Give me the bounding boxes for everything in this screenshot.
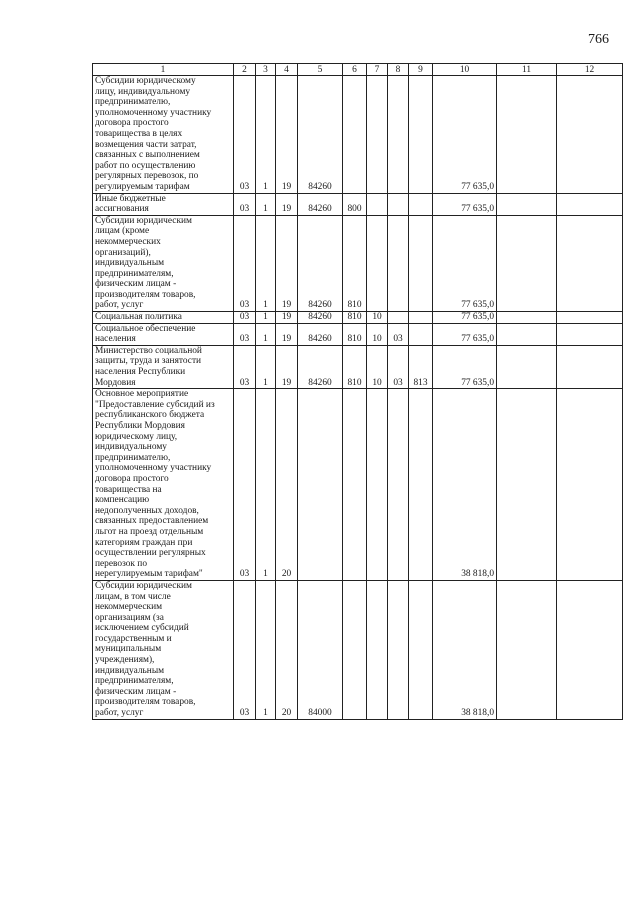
table-row — [93, 312, 623, 324]
cell-col-9 — [409, 323, 433, 345]
cell-col-7 — [367, 580, 388, 719]
cell-col-4: 19 — [276, 193, 298, 215]
cell-col-8 — [388, 389, 409, 581]
cell-col-12 — [557, 345, 623, 388]
header-col-9: 9 — [409, 64, 433, 76]
cell-col-5: 84260 — [298, 323, 343, 345]
table-header-row — [93, 64, 623, 76]
cell-col-4: 20 — [276, 389, 298, 581]
row-name-cell: Основное мероприятие "Предоставление субсидий из республиканского бюджета Республики Мордовия юридическому лицу, индивидуальному предпринимателю, уполномоченному участнику договора простого товарищества на компенсацию недополученных доходов, связанных предоставлением льгот на проезд отдельным категориям граждан при осуществлении регулярных перевозок по нерегулируемым тарифам" — [93, 389, 234, 581]
cell-col-7 — [367, 193, 388, 215]
header-col-12: 12 — [557, 64, 623, 76]
cell-col-3: 1 — [256, 215, 276, 311]
cell-col-9 — [409, 193, 433, 215]
cell-col-4: 20 — [276, 580, 298, 719]
cell-col-9 — [409, 580, 433, 719]
cell-col-8 — [388, 76, 409, 194]
cell-col-12 — [557, 193, 623, 215]
cell-col-2: 03 — [234, 323, 256, 345]
cell-col-5: 84260 — [298, 215, 343, 311]
table-row — [93, 345, 623, 388]
cell-col-3: 1 — [256, 76, 276, 194]
cell-col-10: 77 635,0 — [433, 215, 497, 311]
row-name-cell: Иные бюджетные ассигнования — [93, 193, 234, 215]
cell-col-11 — [497, 193, 557, 215]
cell-col-3: 1 — [256, 193, 276, 215]
cell-col-3: 1 — [256, 312, 276, 324]
header-col-7: 7 — [367, 64, 388, 76]
cell-col-4: 19 — [276, 323, 298, 345]
cell-col-10: 38 818,0 — [433, 389, 497, 581]
cell-col-3: 1 — [256, 580, 276, 719]
header-col-8: 8 — [388, 64, 409, 76]
cell-col-3: 1 — [256, 389, 276, 581]
cell-col-2: 03 — [234, 193, 256, 215]
table-row — [93, 580, 623, 719]
cell-col-12 — [557, 312, 623, 324]
header-col-3: 3 — [256, 64, 276, 76]
cell-col-6 — [343, 580, 367, 719]
cell-col-2: 03 — [234, 215, 256, 311]
budget-table — [92, 63, 623, 720]
cell-col-10: 38 818,0 — [433, 580, 497, 719]
header-col-4: 4 — [276, 64, 298, 76]
cell-col-2: 03 — [234, 312, 256, 324]
cell-col-8 — [388, 193, 409, 215]
cell-col-6 — [343, 389, 367, 581]
cell-col-8 — [388, 580, 409, 719]
cell-col-11 — [497, 580, 557, 719]
cell-col-8: 03 — [388, 345, 409, 388]
cell-col-9 — [409, 215, 433, 311]
cell-col-10: 77 635,0 — [433, 76, 497, 194]
cell-col-2: 03 — [234, 389, 256, 581]
cell-col-5: 84260 — [298, 312, 343, 324]
cell-col-4: 19 — [276, 215, 298, 311]
cell-col-10: 77 635,0 — [433, 312, 497, 324]
cell-col-3: 1 — [256, 323, 276, 345]
cell-col-2: 03 — [234, 345, 256, 388]
cell-col-8 — [388, 312, 409, 324]
header-col-6: 6 — [343, 64, 367, 76]
cell-col-5: 84260 — [298, 76, 343, 194]
table-row — [93, 215, 623, 311]
page-number: 766 — [588, 32, 609, 47]
cell-col-11 — [497, 389, 557, 581]
cell-col-12 — [557, 323, 623, 345]
cell-col-7: 10 — [367, 312, 388, 324]
header-col-5: 5 — [298, 64, 343, 76]
cell-col-7 — [367, 389, 388, 581]
cell-col-10: 77 635,0 — [433, 345, 497, 388]
row-name-cell: Социальная политика — [93, 312, 234, 324]
cell-col-6: 810 — [343, 312, 367, 324]
table-row — [93, 389, 623, 581]
header-col-10: 10 — [433, 64, 497, 76]
cell-col-9: 813 — [409, 345, 433, 388]
cell-col-5: 84260 — [298, 345, 343, 388]
cell-col-5: 84260 — [298, 193, 343, 215]
cell-col-2: 03 — [234, 76, 256, 194]
cell-col-6: 810 — [343, 323, 367, 345]
cell-col-10: 77 635,0 — [433, 323, 497, 345]
cell-col-8: 03 — [388, 323, 409, 345]
cell-col-12 — [557, 215, 623, 311]
cell-col-3: 1 — [256, 345, 276, 388]
cell-col-12 — [557, 389, 623, 581]
cell-col-4: 19 — [276, 312, 298, 324]
cell-col-4: 19 — [276, 345, 298, 388]
cell-col-11 — [497, 323, 557, 345]
cell-col-8 — [388, 215, 409, 311]
header-col-2: 2 — [234, 64, 256, 76]
cell-col-7 — [367, 215, 388, 311]
cell-col-6: 810 — [343, 215, 367, 311]
cell-col-11 — [497, 76, 557, 194]
cell-col-7: 10 — [367, 345, 388, 388]
table-row — [93, 323, 623, 345]
row-name-cell: Субсидии юридическим лицам, в том числе некоммерческим организациям (за исключением субсидий государственным и муниципальным учреждениям), индивидуальным предпринимателям, физическим лицам - производителям товаров, работ, услуг — [93, 580, 234, 719]
table-row — [93, 193, 623, 215]
cell-col-5: 84000 — [298, 580, 343, 719]
cell-col-9 — [409, 312, 433, 324]
cell-col-5 — [298, 389, 343, 581]
cell-col-11 — [497, 215, 557, 311]
header-col-11: 11 — [497, 64, 557, 76]
cell-col-6: 800 — [343, 193, 367, 215]
cell-col-2: 03 — [234, 580, 256, 719]
cell-col-11 — [497, 312, 557, 324]
row-name-cell: Министерство социальной защиты, труда и занятости населения Республики Мордовия — [93, 345, 234, 388]
cell-col-10: 77 635,0 — [433, 193, 497, 215]
cell-col-7: 10 — [367, 323, 388, 345]
header-col-1: 1 — [93, 64, 234, 76]
cell-col-9 — [409, 76, 433, 194]
row-name-cell: Социальное обеспечение населения — [93, 323, 234, 345]
cell-col-12 — [557, 76, 623, 194]
cell-col-12 — [557, 580, 623, 719]
cell-col-11 — [497, 345, 557, 388]
cell-col-7 — [367, 76, 388, 194]
row-name-cell: Субсидии юридическому лицу, индивидуальному предпринимателю, уполномоченному участнику договора простого товарищества в целях возмещения части затрат, связанных с выполнением работ по осуществлению регулярных перевозок, по регулируемым тарифам — [93, 76, 234, 194]
table-row — [93, 76, 623, 194]
row-name-cell: Субсидии юридическим лицам (кроме некоммерческих организаций), индивидуальным предпринимателям, физическим лицам - производителям товаров, работ, услуг — [93, 215, 234, 311]
cell-col-4: 19 — [276, 76, 298, 194]
cell-col-6 — [343, 76, 367, 194]
cell-col-6: 810 — [343, 345, 367, 388]
cell-col-9 — [409, 389, 433, 581]
